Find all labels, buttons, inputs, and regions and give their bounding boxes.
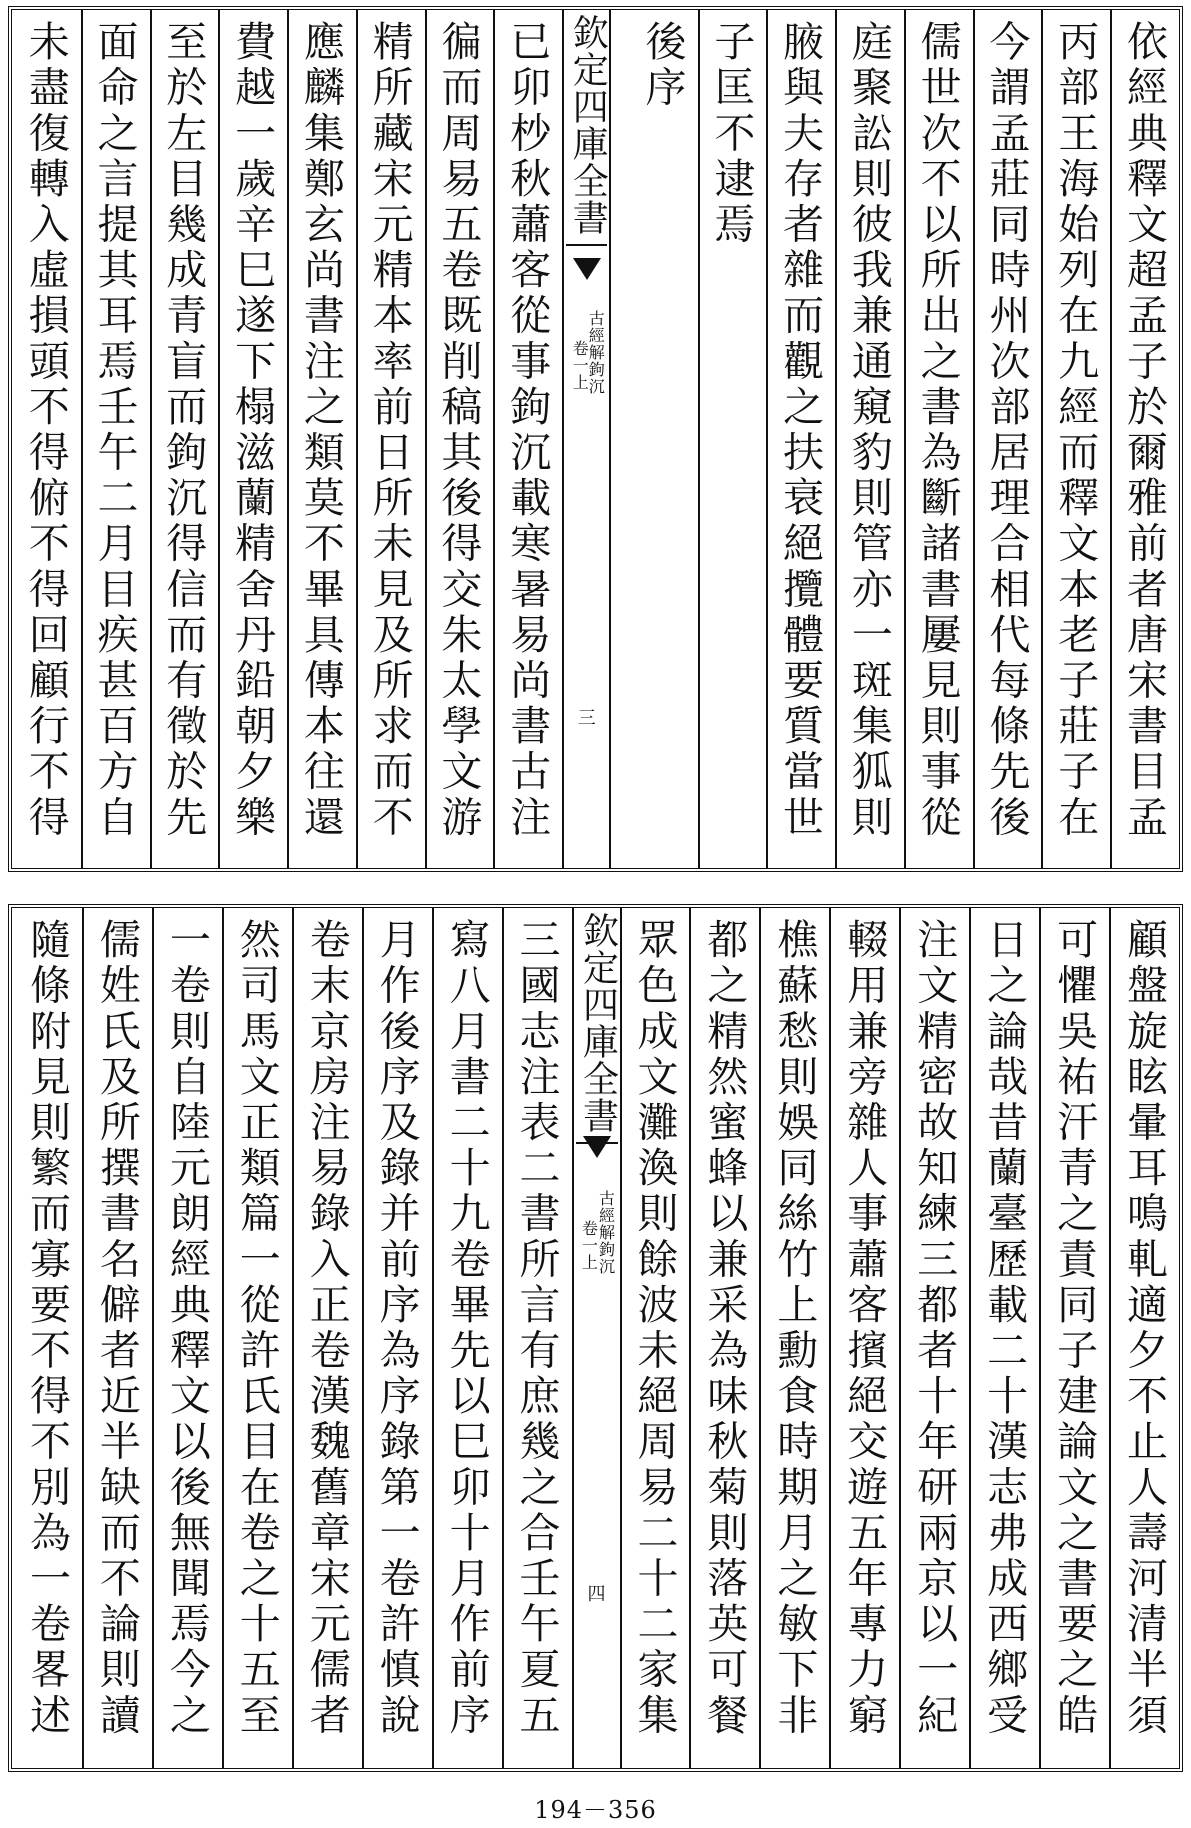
book-title: 古經解鉤沉 (596, 1190, 616, 1275)
leaf-number: 四 (587, 1584, 606, 1605)
text-column: 面命之言提其耳焉壬午二月目疾甚百方自 (81, 10, 150, 868)
fishtail-ornament (572, 258, 601, 298)
center-margin (572, 908, 620, 1768)
text-column: 精所藏宋元精本率前日所未見及所求而不 (356, 10, 425, 868)
text-column: 輟用兼旁雜人事蕭客擯絕交遊五年專力窮 (829, 908, 899, 1768)
text-column: 儒姓氏及所撰書名僻者近半缺而不論則讀 (82, 908, 152, 1768)
section-heading: 後序 (609, 10, 697, 868)
text-column: 三國志注表二書所言有庶幾之合壬午夏五 (502, 908, 572, 1768)
volume-label: 卷一上 (570, 340, 590, 391)
text-column: 都之精然蜜蜂以兼采為味秋菊則落英可餐 (689, 908, 759, 1768)
text-column: 腋與夫存者雜而觀之扶衰絕攬體要質當世 (766, 10, 835, 868)
collection-title: 欽定四庫全書 (576, 912, 618, 1144)
text-column: 然司馬文正類篇一從許氏目在卷之十五至 (222, 908, 292, 1768)
text-column: 徧而周易五卷既削稿其後得交朱太學文游 (425, 10, 494, 868)
text-column: 丙部王海始列在九經而釋文本老子莊子在 (1041, 10, 1110, 868)
text-column: 日之論哉昔蘭臺歷載二十漢志弗成西鄉受 (969, 908, 1039, 1768)
text-column: 依經典釋文超孟子於爾雅前者唐宋書目孟 (1110, 10, 1179, 868)
text-column: 月作後序及錄并前序為序錄第一卷許慎說 (362, 908, 432, 1768)
text-column: 費越一歲辛巳遂下榻滋蘭精舍丹鉛朝夕樂 (218, 10, 287, 868)
page-reference-number: 194－356 (534, 1796, 657, 1824)
leaf-number: 三 (577, 708, 596, 729)
text-column: 應麟集鄭玄尚書注之類莫不畢具傳本往還 (287, 10, 356, 868)
fishtail-ornament (582, 1136, 612, 1176)
text-column: 至於左目幾成青盲而鉤沉得信而有徵於先 (150, 10, 219, 868)
volume-label: 卷一上 (579, 1220, 599, 1271)
text-column: 眾色成文灘渙則餘波未絕周易二十二家集 (620, 908, 690, 1768)
text-column: 儒世次不以所出之書為斷諸書屢見則事從 (904, 10, 973, 868)
text-column: 寫八月書二十九卷畢先以巳卯十月作前序 (432, 908, 502, 1768)
collection-title: 欽定四庫全書 (566, 14, 607, 246)
text-column: 注文精密故知練三都者十年研兩京以一紀 (899, 908, 969, 1768)
text-column: 子匡不逮焉 (698, 10, 767, 868)
text-column: 隨條附見則繁而寡要不得不別為一卷畧述 (22, 918, 71, 1739)
text-column: 已卯杪秋蕭客從事鉤沉載寒暑易尚書古注 (493, 10, 562, 868)
text-column: 庭聚訟則彼我兼通窺豹則管亦一斑集狐則 (835, 10, 904, 868)
lower-folio (8, 904, 1183, 1772)
book-title: 古經解鉤沉 (586, 310, 606, 395)
text-column: 可懼吳祐汗青之責同子建論文之書要之皓 (1039, 908, 1109, 1768)
center-margin (562, 10, 609, 868)
text-column: 未盡復轉入虛損頭不得俯不得回顧行不得 (21, 20, 70, 841)
text-column: 卷末京房注易錄入正卷漢魏舊章宋元儒者 (292, 908, 362, 1768)
text-column: 樵蘇愁則娛同絲竹上勳食時期月之敏下非 (759, 908, 829, 1768)
text-column: 一卷則自陸元朗經典釋文以後無聞焉今之 (152, 908, 222, 1768)
text-column: 今謂孟莊同時州次部居理合相代每條先後 (973, 10, 1042, 868)
upper-folio (8, 6, 1183, 872)
text-column: 顧盤旋眩暈耳鳴軋適夕不止人壽河清半須 (1109, 908, 1179, 1768)
